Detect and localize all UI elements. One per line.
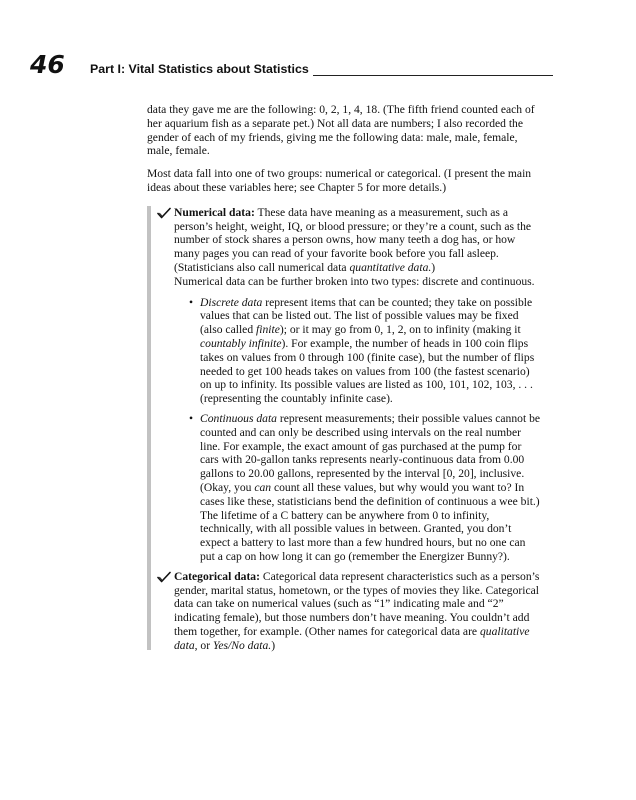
categorical-text-2: , or [194,638,213,652]
continuous-term: Continuous data [200,411,277,425]
numerical-data-lead: Numerical data: [174,205,255,219]
numerical-subtypes-paragraph: Numerical data can be further broken into two types: discrete and continuous. [174,274,535,288]
categorical-text-1: Categorical data represent characteristics such as a person’s gender, marital status, hometown, or the types of movies they like. Categorical data can take on numerical values (such as “1” indicating male and “2” indicating female), but those numbers don’t have meaning. You couldn’t add them together, for example. (Other names for categorical data are [174,569,540,638]
continuous-data-paragraph [200,412,542,564]
continuous-data-item [189,412,542,564]
check-mark-icon [157,571,171,583]
categorical-data-paragraph [174,570,542,653]
discrete-text-2: ); or it may go from 0, 1, 2, on to infinity (making it [279,323,521,337]
continuous-text-1: represent measurements; their possible values cannot be counted and can only be described using intervals on the real number line. For example, the exact amount of gas purchased at the pump for cars with 20-gallon tanks represents nearly-continuous data from 0.00 gallons to 20.00 gallons, represented by the interval [0, 20], inclusive. (Okay, you [200,411,541,494]
finite-term: finite [256,323,280,337]
yes-no-term: Yes/No data. [212,638,272,652]
bullet-icon: • [189,411,194,425]
can-emphasis: can [254,480,272,494]
body-text [147,103,542,652]
bullet-icon: • [189,295,194,309]
numerical-data-close: ) [431,260,436,274]
page-number: 46 [30,50,65,79]
countably-infinite-term: countably infinite [200,336,282,350]
check-mark-icon [157,207,171,219]
numerical-subtypes-list [147,296,542,564]
header-rule [313,75,553,76]
categorical-data-lead: Categorical data: [174,569,260,583]
intro-paragraph: data they gave me are the following: 0, 2, 1, 4, 18. (The fifth friend counted each of her aquarium fish as a separate pet.) Not all data are numbers; I also recorded the gender of each of my friends, giving me the following data: male, male, female, male, female. [147,103,535,158]
part-title: Part I: Vital Statistics about Statistics [90,62,309,76]
discrete-term: Discrete data [200,295,263,309]
discrete-data-paragraph [200,296,542,406]
categorical-text-3: ) [271,638,276,652]
groups-paragraph: Most data fall into one of two groups: numerical or categorical. (I present the main ideas about these variables here; see Chapter 5 for more details.) [147,167,532,194]
qualitative-term: qualitative data [174,624,530,652]
data-types-list [147,206,542,653]
discrete-text-3: ). For example, the number of heads in 100 coin flips takes on values from 0 through 100 (finite case), but the number of flips needed to get 100 heads takes on values from 100 (the fastest scenario) on up to infinity. Its possible values are listed as 100, 101, 102, 103, . . . (representing the countably infinite case). [200,336,535,406]
categorical-data-item [147,570,542,653]
numerical-data-item [147,206,542,275]
quantitative-term: quantitative data. [349,260,432,274]
continuous-text-2: count all these values, but why would you want to? In cases like these, statisticians bend the definition of continuous a wee bit.) The lifetime of a C battery can be anywhere from 0 to infinity, technically, with all possible values in between. Granted, you don’t expect a battery to last more than a few hundred hours, but no one can put a cap on how long it can go (remember the Energizer Bunny?). [200,480,540,563]
numerical-data-text: These data have meaning as a measurement, such as a person’s height, weight, IQ, or blood pressure; or they’re a count, such as the number of stock shares a person owns, how many teeth a dog has, or how many pages you can read of your favorite book before you fall asleep. (Statisticians also call numerical data [174,205,532,274]
discrete-data-item [189,296,542,406]
discrete-text-1: represent items that can be counted; they take on possible values that can be listed out. The list of possible values may be fixed (also called [200,295,533,337]
numerical-data-paragraph [174,206,542,275]
